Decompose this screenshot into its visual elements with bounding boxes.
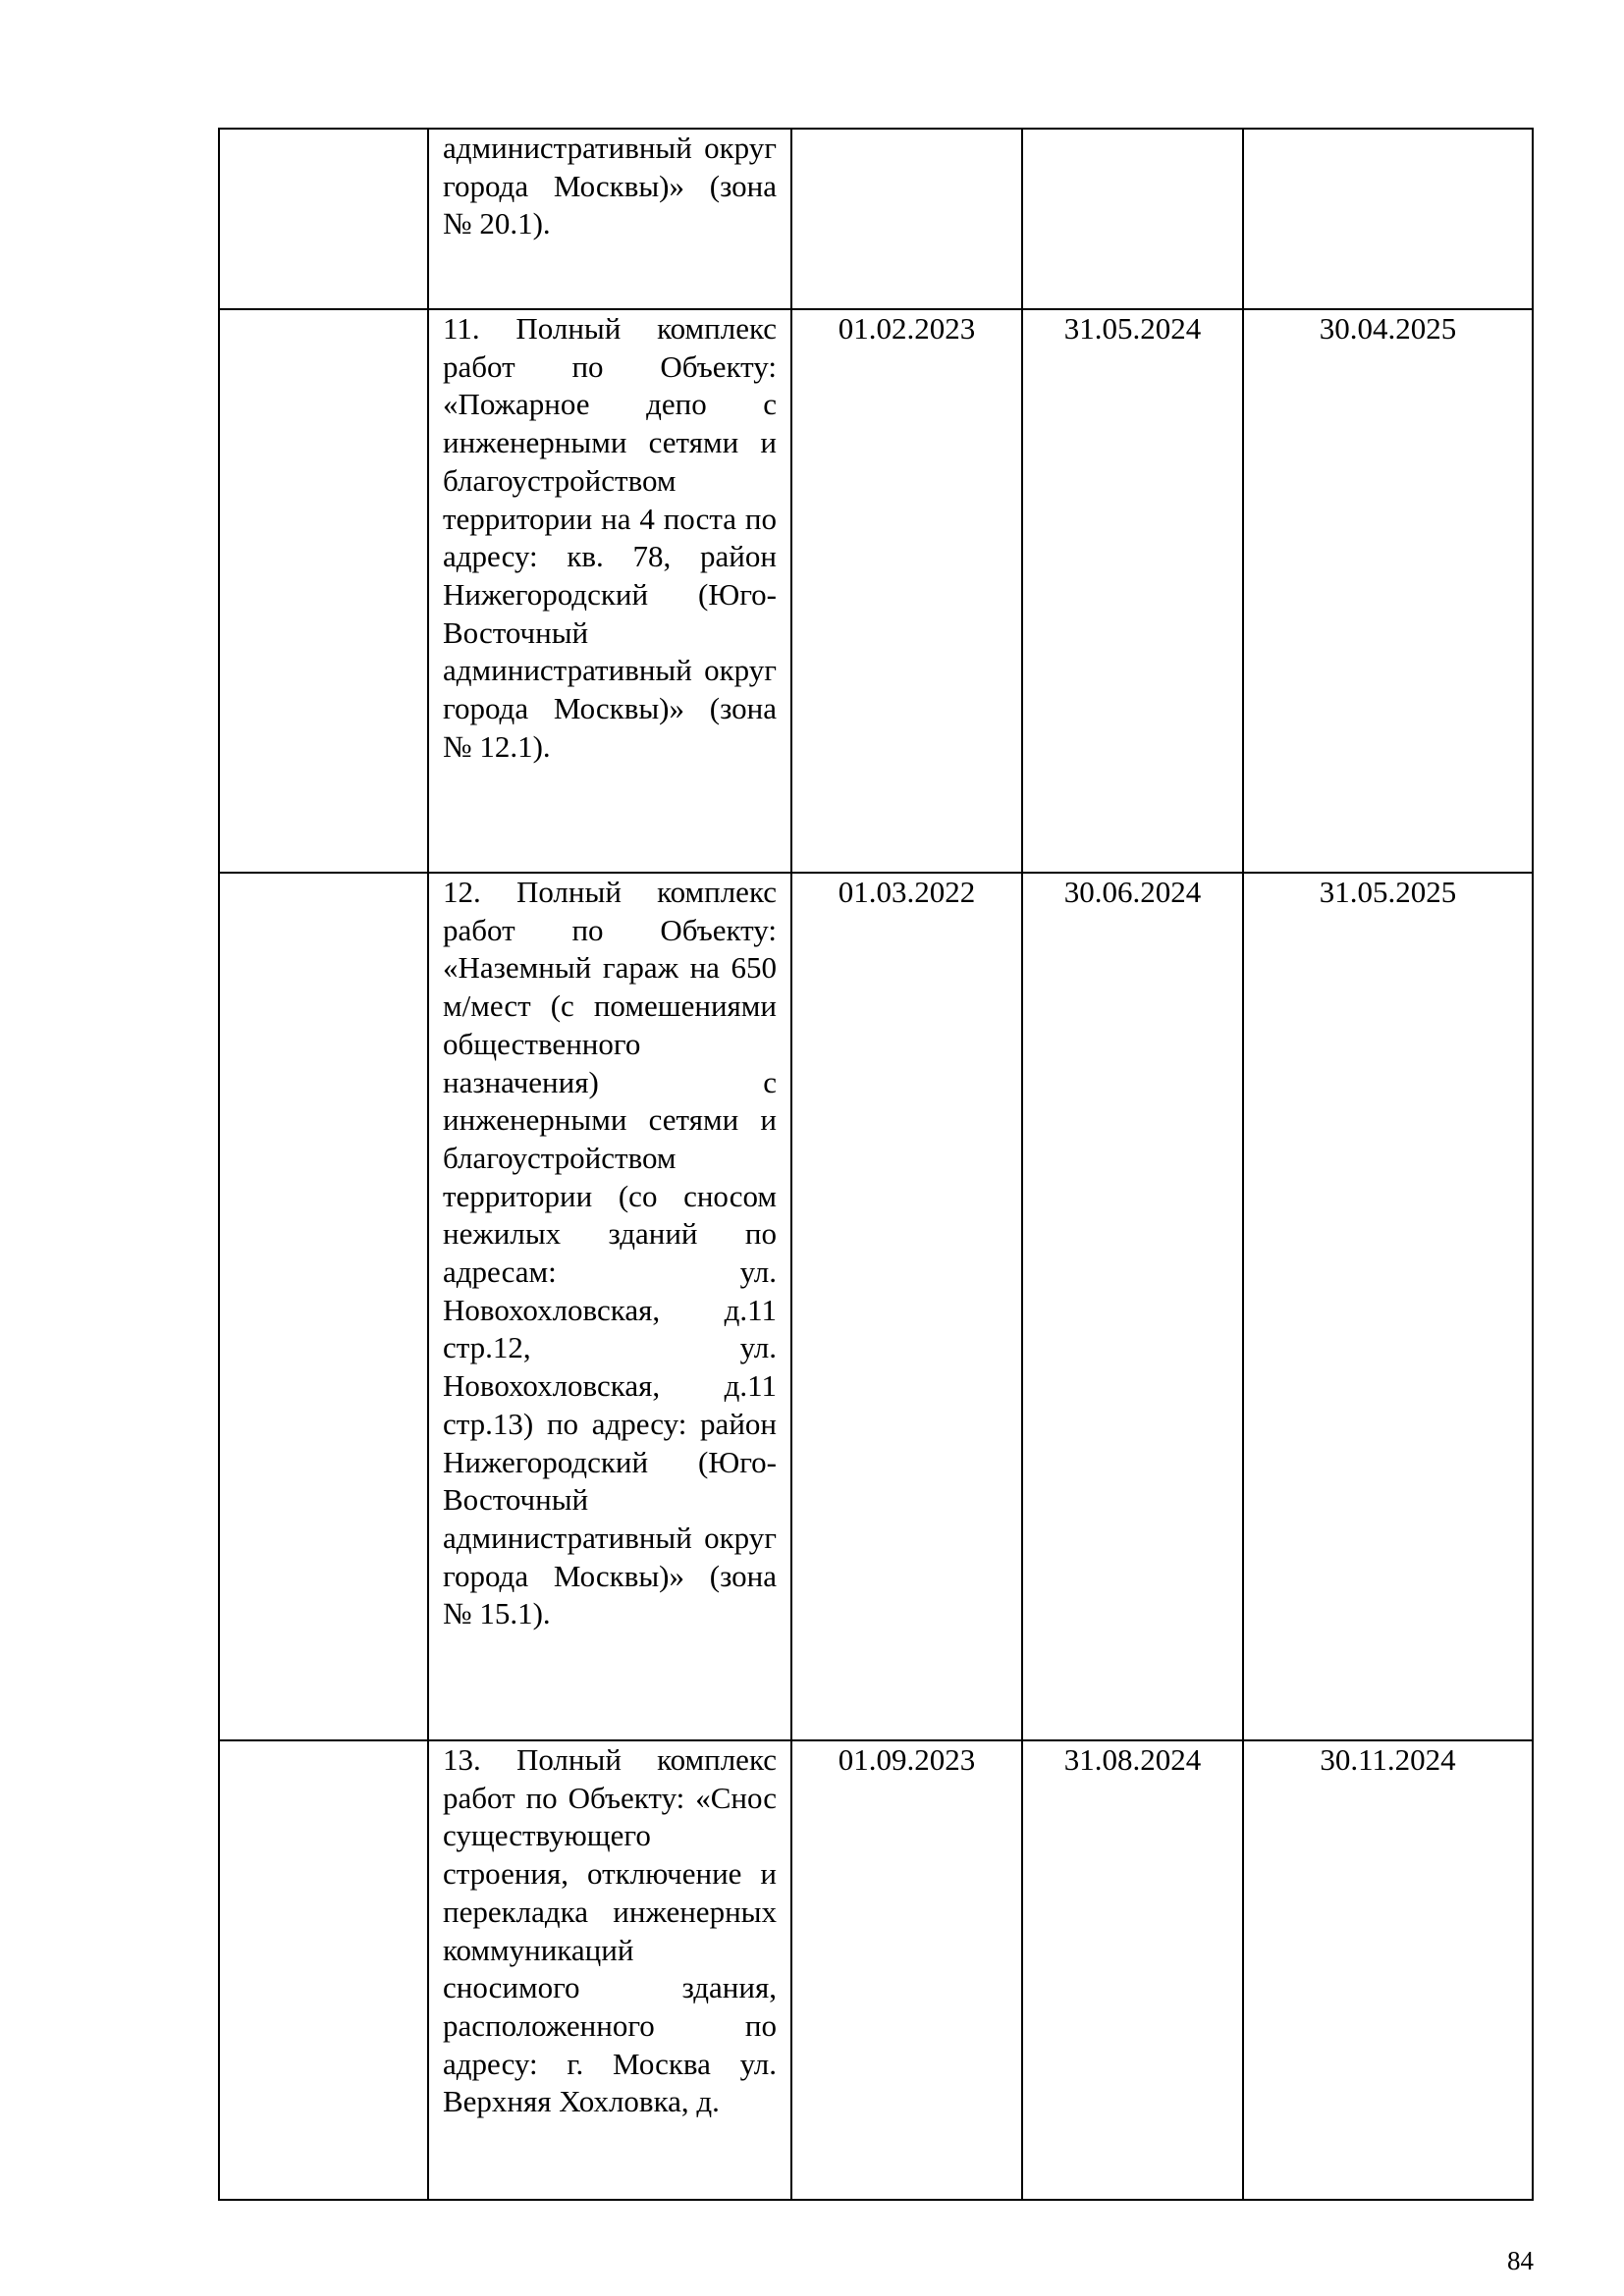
object-description: 12. Полный комплекс работ по Объекту: «Наземный гараж на 650 м/мест (с помешениями общественного назначения) с инженерными сетями и благоустройством территории (со сносом нежилых зданий по адресам: ул. Новохохловская, д.11 стр.12, ул. Новохохловская, д.11 стр.13) по адресу: район Нижегородский (Юго-Восточный административный округ города Москвы)» (зона № 15.1).: [443, 875, 777, 1631]
final-date-cell: [1243, 309, 1533, 873]
start-date-cell: [791, 1740, 1022, 2200]
empty-cell: [219, 309, 428, 873]
description-cell: [428, 1740, 791, 2200]
end-date: 31.08.2024: [1063, 1742, 1202, 1777]
start-date-cell: [791, 873, 1022, 1740]
start-date: 01.03.2022: [838, 875, 976, 909]
object-description: административный округ города Москвы)» (зона № 20.1).: [443, 131, 777, 241]
end-date: 30.06.2024: [1063, 875, 1202, 909]
schedule-table: [218, 128, 1534, 2201]
page-number: 84: [1507, 2246, 1534, 2275]
end-date-cell: [1022, 1740, 1243, 2200]
final-date: 31.05.2025: [1319, 875, 1457, 909]
final-date: 30.04.2025: [1319, 311, 1457, 346]
empty-cell: [219, 129, 428, 309]
start-date-cell: [791, 309, 1022, 873]
final-date-cell: [1243, 873, 1533, 1740]
end-date-cell: [1022, 309, 1243, 873]
end-date-cell: [1022, 873, 1243, 1740]
description-cell: [428, 873, 791, 1740]
start-date-cell: [791, 129, 1022, 309]
table-row: [219, 1740, 1533, 2200]
description-cell: [428, 309, 791, 873]
start-date: 01.09.2023: [838, 1742, 976, 1777]
final-date: 30.11.2024: [1320, 1742, 1456, 1777]
description-cell: [428, 129, 791, 309]
table-row: [219, 129, 1533, 309]
final-date-cell: [1243, 1740, 1533, 2200]
table-row: [219, 309, 1533, 873]
empty-cell: [219, 873, 428, 1740]
final-date-cell: [1243, 129, 1533, 309]
object-description: 13. Полный комплекс работ по Объекту: «Снос существующего строения, отключение и перекладка инженерных коммуникаций сносимого здания, расположенного по адресу: г. Москва ул. Верхняя Хохловка, д.: [443, 1742, 777, 2119]
empty-cell: [219, 1740, 428, 2200]
table-row: [219, 873, 1533, 1740]
end-date: 31.05.2024: [1063, 311, 1202, 346]
start-date: 01.02.2023: [838, 311, 976, 346]
object-description: 11. Полный комплекс работ по Объекту: «Пожарное депо с инженерными сетями и благоустройством территории на 4 поста по адресу: кв. 78, район Нижегородский (Юго-Восточный административный округ города Москвы)» (зона № 12.1).: [443, 311, 777, 764]
end-date-cell: [1022, 129, 1243, 309]
